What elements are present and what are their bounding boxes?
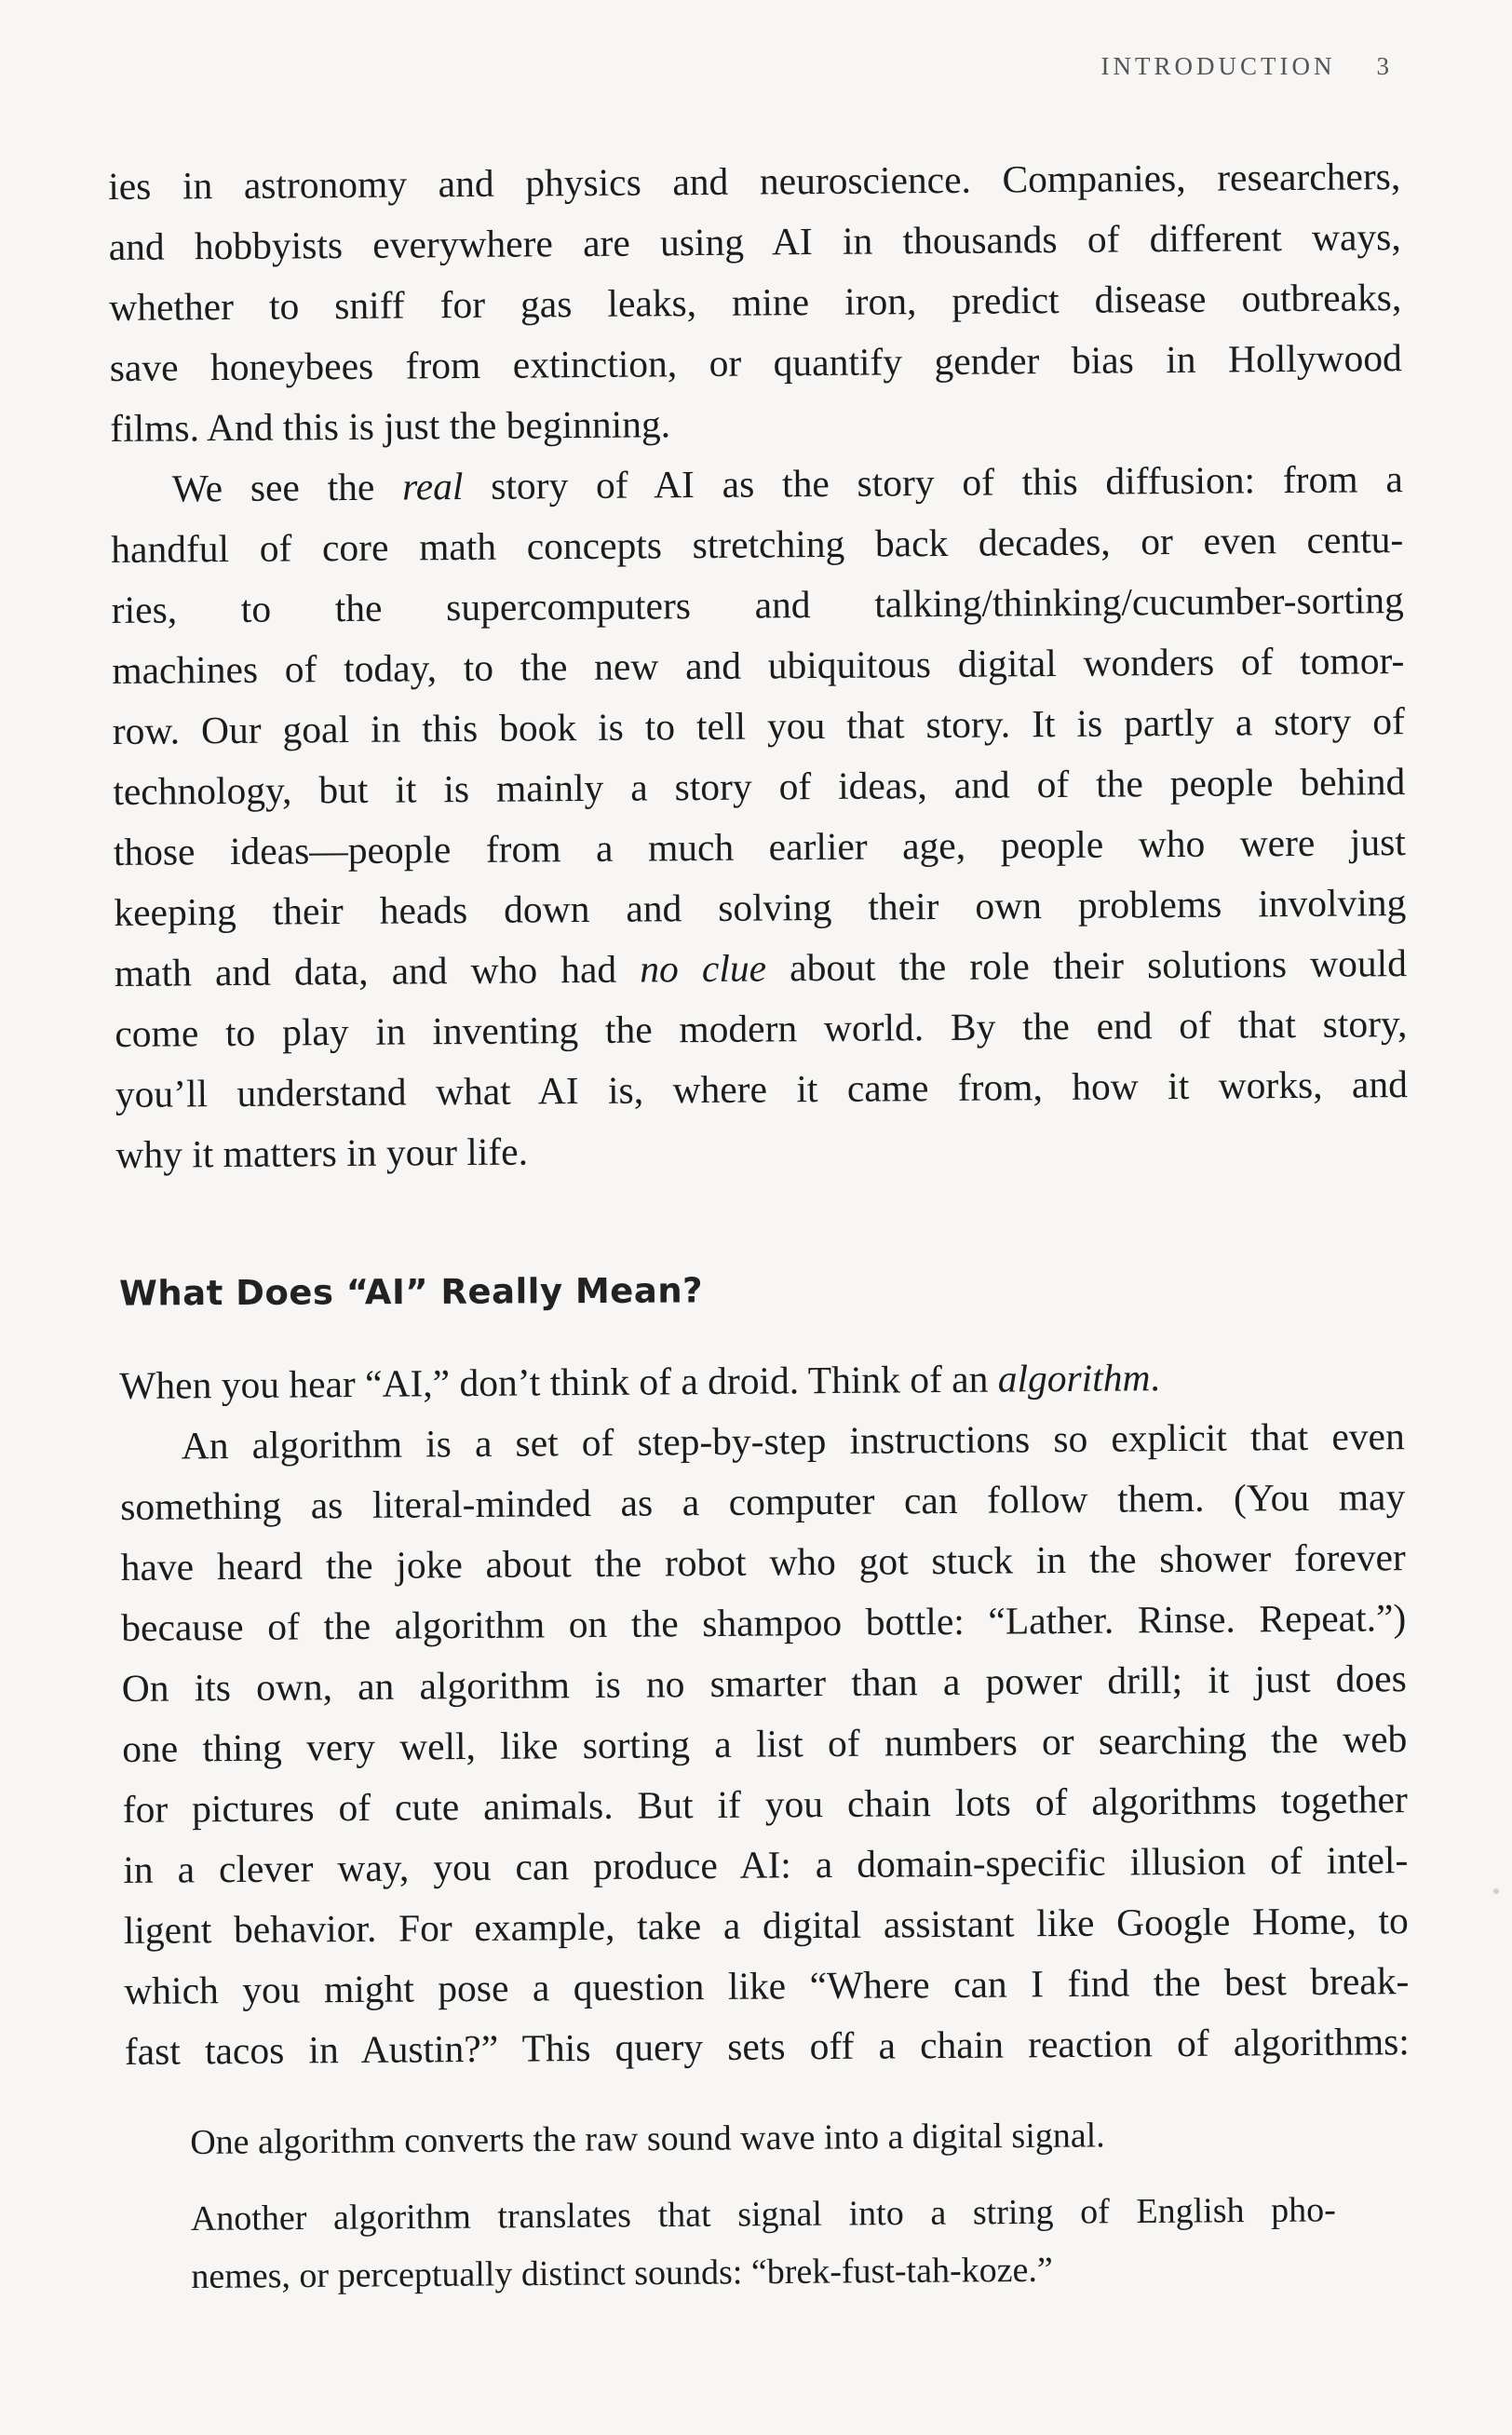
paragraph-4-line: have heard the joke about the robot who got stuck in the shower forever (120, 1535, 1406, 1589)
paragraph-1-line: films. And this is just the beginning. (110, 402, 671, 450)
list-item (191, 2181, 1337, 2306)
paragraph-4-line: On its own, an algorithm is no smarter than a power drill; it just does (121, 1657, 1407, 1710)
text-run: . (1150, 1356, 1160, 1400)
paragraph-1 (108, 146, 1403, 459)
scan-speck (1493, 1888, 1499, 1894)
section-heading: What Does “AI” Really Mean? (118, 1270, 704, 1314)
paragraph-4-line: because of the algorithm on the shampoo bottle: “Lather. Rinse. Repeat.”) (121, 1596, 1407, 1649)
paragraph-3 (119, 1346, 1404, 1416)
paragraph-2-line: ries, to the supercomputers and talking/thinking/cucumber-sorting (111, 578, 1404, 631)
paragraph-1-line: and hobbyists everywhere are using AI in thousands of different ways, (108, 215, 1401, 268)
paragraph-2 (111, 449, 1409, 1185)
list-item-line: Another algorithm translates that signal into a string of English pho- (190, 2190, 1337, 2239)
paragraph-4-line: one thing very well, like sorting a list of numbers or searching the web (122, 1717, 1408, 1770)
text-run: We see the (171, 465, 403, 510)
paragraph-2-line: those ideas—people from a much earlier age, people who were just (113, 820, 1407, 873)
paragraph-2-line (111, 449, 1403, 520)
running-head-section: INTRODUCTION (1100, 52, 1336, 80)
paragraph-4-line: in a clever way, you can produce AI: a domain-specific illusion of intel- (123, 1838, 1409, 1891)
body-text-top (108, 146, 1409, 1185)
paragraph-4-line: An algorithm is a set of step-by-step instructions so explicit that even (181, 1414, 1405, 1468)
running-head (1101, 52, 1389, 81)
paragraph-2-line: come to play in inventing the modern world. By the end of that story, (115, 1002, 1408, 1055)
list-item-line: nemes, or perceptually distinct sounds: “brek-fust-tah-koze.” (191, 2250, 1053, 2296)
page-number: 3 (1376, 52, 1389, 80)
paragraph-4-line: ligent behavior. For example, take a digital assistant like Google Home, to (123, 1899, 1409, 1952)
paragraph-4-line: which you might pose a question like “Where can I find the best break- (124, 1959, 1410, 2012)
emphasis-real: real (401, 465, 464, 508)
text-run: about the role their solutions would (765, 941, 1408, 990)
paragraph-4-line: something as literal-minded as a computer can follow them. (You may (120, 1475, 1406, 1528)
paragraph-2-line: you’ll understand what AI is, where it came from, how it works, and (115, 1062, 1409, 1116)
paragraph-2-line: keeping their heads down and solving their own problems involving (114, 881, 1407, 934)
paragraph-2-line (115, 933, 1407, 1004)
paragraph-3-line (119, 1346, 1404, 1416)
text-run: story of AI as the story of this diffusion: from a (463, 457, 1403, 508)
algorithm-list (190, 2104, 1337, 2324)
emphasis-algorithm: algorithm (997, 1356, 1151, 1400)
list-item (190, 2104, 1335, 2171)
paragraph-2-line: machines of today, to the new and ubiquitous digital wonders of tomor- (112, 639, 1405, 692)
paragraph-2-line: why it matters in your life. (115, 1130, 529, 1176)
paragraph-1-line: ies in astronomy and physics and neuroscience. Companies, researchers, (108, 155, 1401, 208)
body-text-bottom (119, 1346, 1410, 2082)
list-item-line: One algorithm converts the raw sound wave into a digital signal. (190, 2116, 1105, 2162)
paragraph-1-line: whether to sniff for gas leaks, mine iron, predict disease outbreaks, (109, 276, 1402, 329)
emphasis-no-clue: no clue (640, 946, 767, 991)
paragraph-4-line: for pictures of cute animals. But if you chain lots of algorithms together (122, 1778, 1408, 1831)
text-run: When you hear “AI,” don’t think of a droid. Think of an (119, 1357, 998, 1407)
paragraph-1-line: save honeybees from extinction, or quantify gender bias in Hollywood (109, 336, 1402, 389)
paragraph-4 (120, 1406, 1411, 2082)
paragraph-4-line: fast tacos in Austin?” This query sets off a chain reaction of algorithms: (124, 2020, 1411, 2073)
text-run: math and data, and who had (114, 947, 641, 994)
paragraph-2-line: row. Our goal in this book is to tell you that story. It is partly a story of (112, 699, 1405, 752)
paragraph-2-line: technology, but it is mainly a story of ideas, and of the people behind (113, 760, 1406, 813)
paragraph-2-line: handful of core math concepts stretching back decades, or even centu- (111, 518, 1404, 571)
